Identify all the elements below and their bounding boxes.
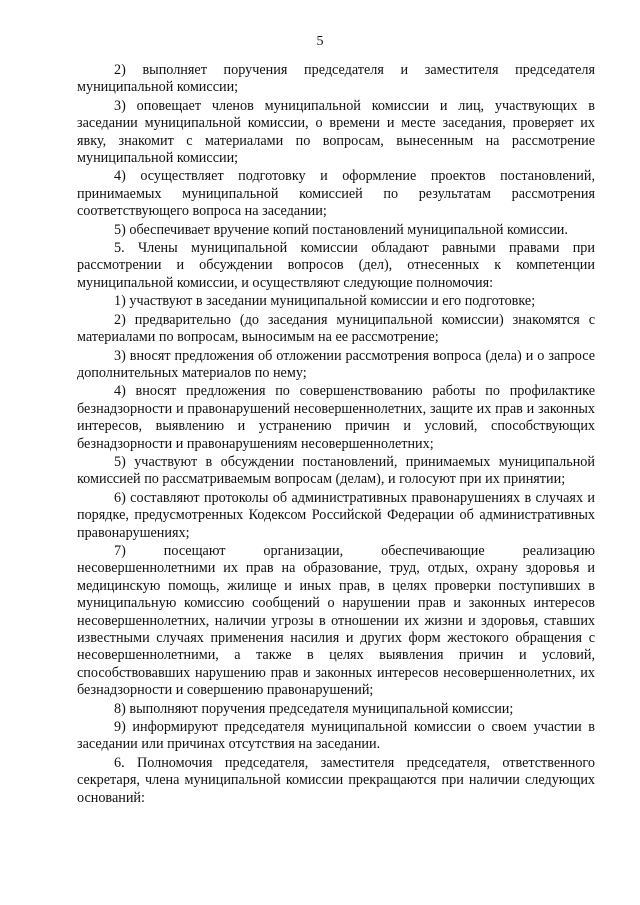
paragraph-member-duty-5: 5) участвуют в обсуждении постановлений, принимаемых муниципальной комиссией по рассматриваемым вопросам (делам), и голосуют при их принятии; — [77, 453, 595, 488]
paragraph-member-duty-8: 8) выполняют поручения председателя муниципальной комиссии; — [114, 700, 514, 717]
paragraph-member-duty-7: 7) посещают организации, обеспечивающие реализацию несовершеннолетними их прав на образование, труд, отдых, охрану здоровья и медицинскую помощь, жилище и иных прав, в целях проверки поступивших в муниципальную комиссию сообщений о нарушении прав и законных интересов несовершеннолетних, наличии угрозы в отношении их жизни и здоровья, ставших известными случаях применения насилия и других форм жестокого обращения с несовершеннолетними, а также в целях выявления причин и условий, способствовавших нарушению прав и законных интересов несовершеннолетних, их безнадзорности и совершению правонарушений; — [77, 542, 595, 699]
paragraph-secretary-duty-3: 3) оповещает членов муниципальной комиссии и лиц, участвующих в заседании муниципальной комиссии, о времени и месте заседания, проверяет их явку, знакомит с материалами по вопросам, вынесенным на рассмотрение муниципальной комиссии; — [77, 97, 595, 167]
page-number: 5 — [316, 34, 324, 49]
paragraph-member-duty-1: 1) участвуют в заседании муниципальной комиссии и его подготовке; — [114, 293, 536, 310]
paragraph-secretary-duty-2: 2) выполняет поручения председателя и заместителя председателя муниципальной комиссии; — [77, 62, 595, 96]
paragraph-member-duty-9: 9) информируют председателя муниципальной комиссии о своем участии в заседании или причинах отсутствия на заседании. — [77, 719, 595, 753]
paragraph-member-duty-2: 2) предварительно (до заседания муниципальной комиссии) знакомятся с материалами по вопросам, выносимым на ее рассмотрение; — [77, 311, 595, 346]
paragraph-member-duty-3: 3) вносят предложения об отложении рассмотрения вопроса (дела) и о запросе дополнительных материалов по нему; — [77, 347, 595, 381]
paragraph-secretary-duty-5: 5) обеспечивает вручение копий постановлений муниципальной комиссии. — [114, 221, 568, 238]
paragraph-section-6-termination: 6. Полномочия председателя, заместителя председателя, ответственного секретаря, члена муниципальной комиссии прекращаются при наличии следующих оснований: — [77, 754, 595, 806]
document-body — [77, 62, 595, 807]
paragraph-section-5-members: 5. Члены муниципальной комиссии обладают равными правами при рассмотрении и обсуждении вопросов (дел), отнесенных к компетенции муниципальной комиссии, и осуществляют следующие полномочия: — [77, 240, 595, 291]
paragraph-member-duty-6: 6) составляют протоколы об административных правонарушениях в случаях и порядке, предусмотренных Кодексом Российской Федерации об административных правонарушениях; — [77, 489, 595, 541]
paragraph-member-duty-4: 4) вносят предложения по совершенствованию работы по профилактике безнадзорности и правонарушений несовершеннолетних, защите их прав и законных интересов, выявлению и устранению причин и условий, способствующих безнадзорности и правонарушениям несовершеннолетних; — [77, 383, 595, 452]
paragraph-secretary-duty-4: 4) осуществляет подготовку и оформление проектов постановлений, принимаемых муниципальной комиссией по результатам рассмотрения соответствующего вопроса на заседании; — [77, 168, 595, 220]
